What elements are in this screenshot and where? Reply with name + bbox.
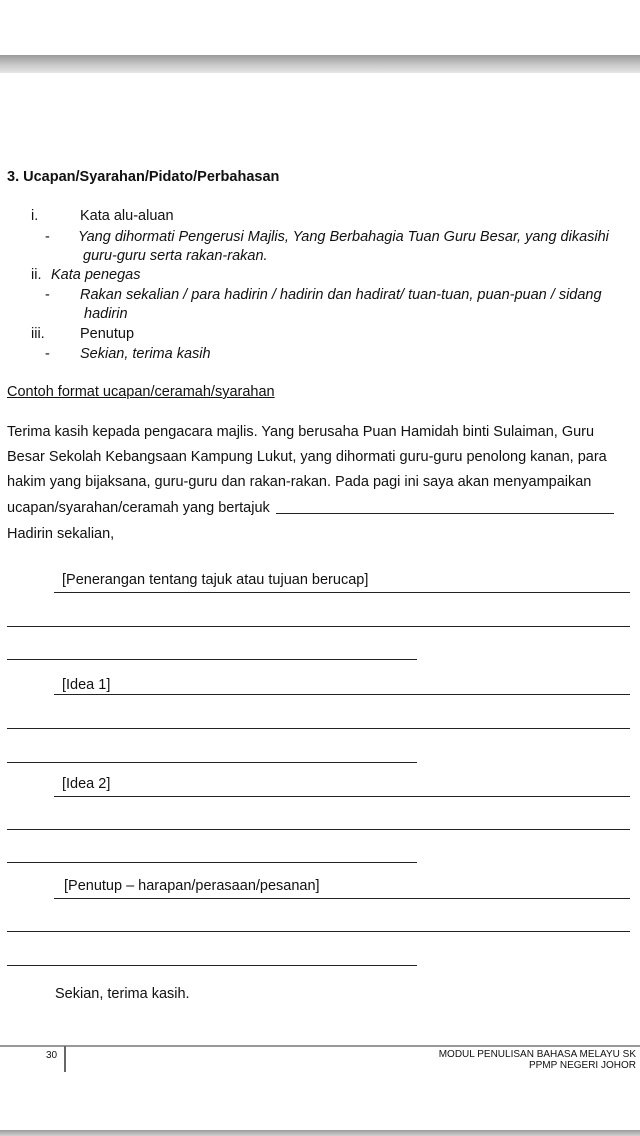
- outline-ii-number: ii.: [31, 267, 42, 283]
- paragraph-line-1: Terima kasih kepada pengacara majlis. Yang berusaha Puan Hamidah binti Sulaiman, Guru: [7, 424, 595, 440]
- outline-i-text-line1: Yang dihormati Pengerusi Majlis, Yang Berbahagia Tuan Guru Besar, yang dikasihi: [78, 229, 609, 245]
- paragraph-line-4: ucapan/syarahan/ceramah yang bertajuk: [7, 500, 270, 516]
- outline-ii-dash: -: [45, 287, 50, 303]
- intro-prompt: [Penerangan tentang tajuk atau tujuan berucap]: [62, 572, 369, 588]
- outline-iii-label: Penutup: [80, 326, 135, 342]
- intro-prompt-line: [54, 592, 630, 593]
- section-heading: 3. Ucapan/Syarahan/Pidato/Perbahasan: [7, 169, 280, 185]
- outline-ii-label: Kata penegas: [51, 267, 141, 283]
- writing-line: [7, 728, 630, 729]
- page-number: 30: [46, 1050, 58, 1061]
- outline-i-dash: -: [45, 229, 50, 245]
- closing-prompt: [Penutup – harapan/perasaan/pesanan]: [64, 878, 320, 894]
- idea-2-line: [54, 796, 630, 797]
- footer-rule: [0, 1045, 640, 1047]
- writing-line: [7, 626, 630, 627]
- writing-line: [7, 829, 630, 830]
- outline-iii-number: iii.: [31, 326, 45, 342]
- closing-text: Sekian, terima kasih.: [55, 986, 190, 1002]
- footer-module-org: PPMP NEGERI JOHOR: [528, 1060, 636, 1071]
- writing-line-short: [7, 659, 417, 660]
- outline-i-number: i.: [31, 208, 39, 224]
- writing-line-short: [7, 862, 417, 863]
- paragraph-line-5: Hadirin sekalian,: [7, 526, 115, 542]
- footer-divider: [64, 1046, 66, 1072]
- outline-i-text-line2: guru-guru serta rakan-rakan.: [83, 248, 268, 264]
- writing-line: [7, 931, 630, 932]
- idea-2-prompt: [Idea 2]: [62, 776, 111, 792]
- closing-prompt-line: [54, 898, 630, 899]
- bottom-separator-bar: [0, 1130, 640, 1136]
- paragraph-line-2: Besar Sekolah Kebangsaan Kampung Lukut, yang dihormati guru-guru penolong kanan, para: [7, 449, 607, 465]
- example-heading: Contoh format ucapan/ceramah/syarahan: [7, 384, 275, 400]
- outline-iii-dash: -: [45, 346, 50, 362]
- idea-1-line: [54, 694, 630, 695]
- footer-module-title: MODUL PENULISAN BAHASA MELAYU SK: [438, 1049, 636, 1060]
- outline-iii-text: Sekian, terima kasih: [80, 346, 211, 362]
- writing-line-short: [7, 965, 417, 966]
- top-separator-bar: [0, 55, 640, 73]
- outline-ii-text-line2: hadirin: [84, 306, 128, 322]
- paragraph-line-3: hakim yang bijaksana, guru-guru dan rakan-rakan. Pada pagi ini saya akan menyampaikan: [7, 474, 592, 490]
- writing-line-short: [7, 762, 417, 763]
- title-blank-line: [276, 513, 614, 514]
- outline-i-label: Kata alu-aluan: [80, 208, 174, 224]
- outline-ii-text-line1: Rakan sekalian / para hadirin / hadirin dan hadirat/ tuan-tuan, puan-puan / sidang: [80, 287, 602, 303]
- idea-1-prompt: [Idea 1]: [62, 677, 111, 693]
